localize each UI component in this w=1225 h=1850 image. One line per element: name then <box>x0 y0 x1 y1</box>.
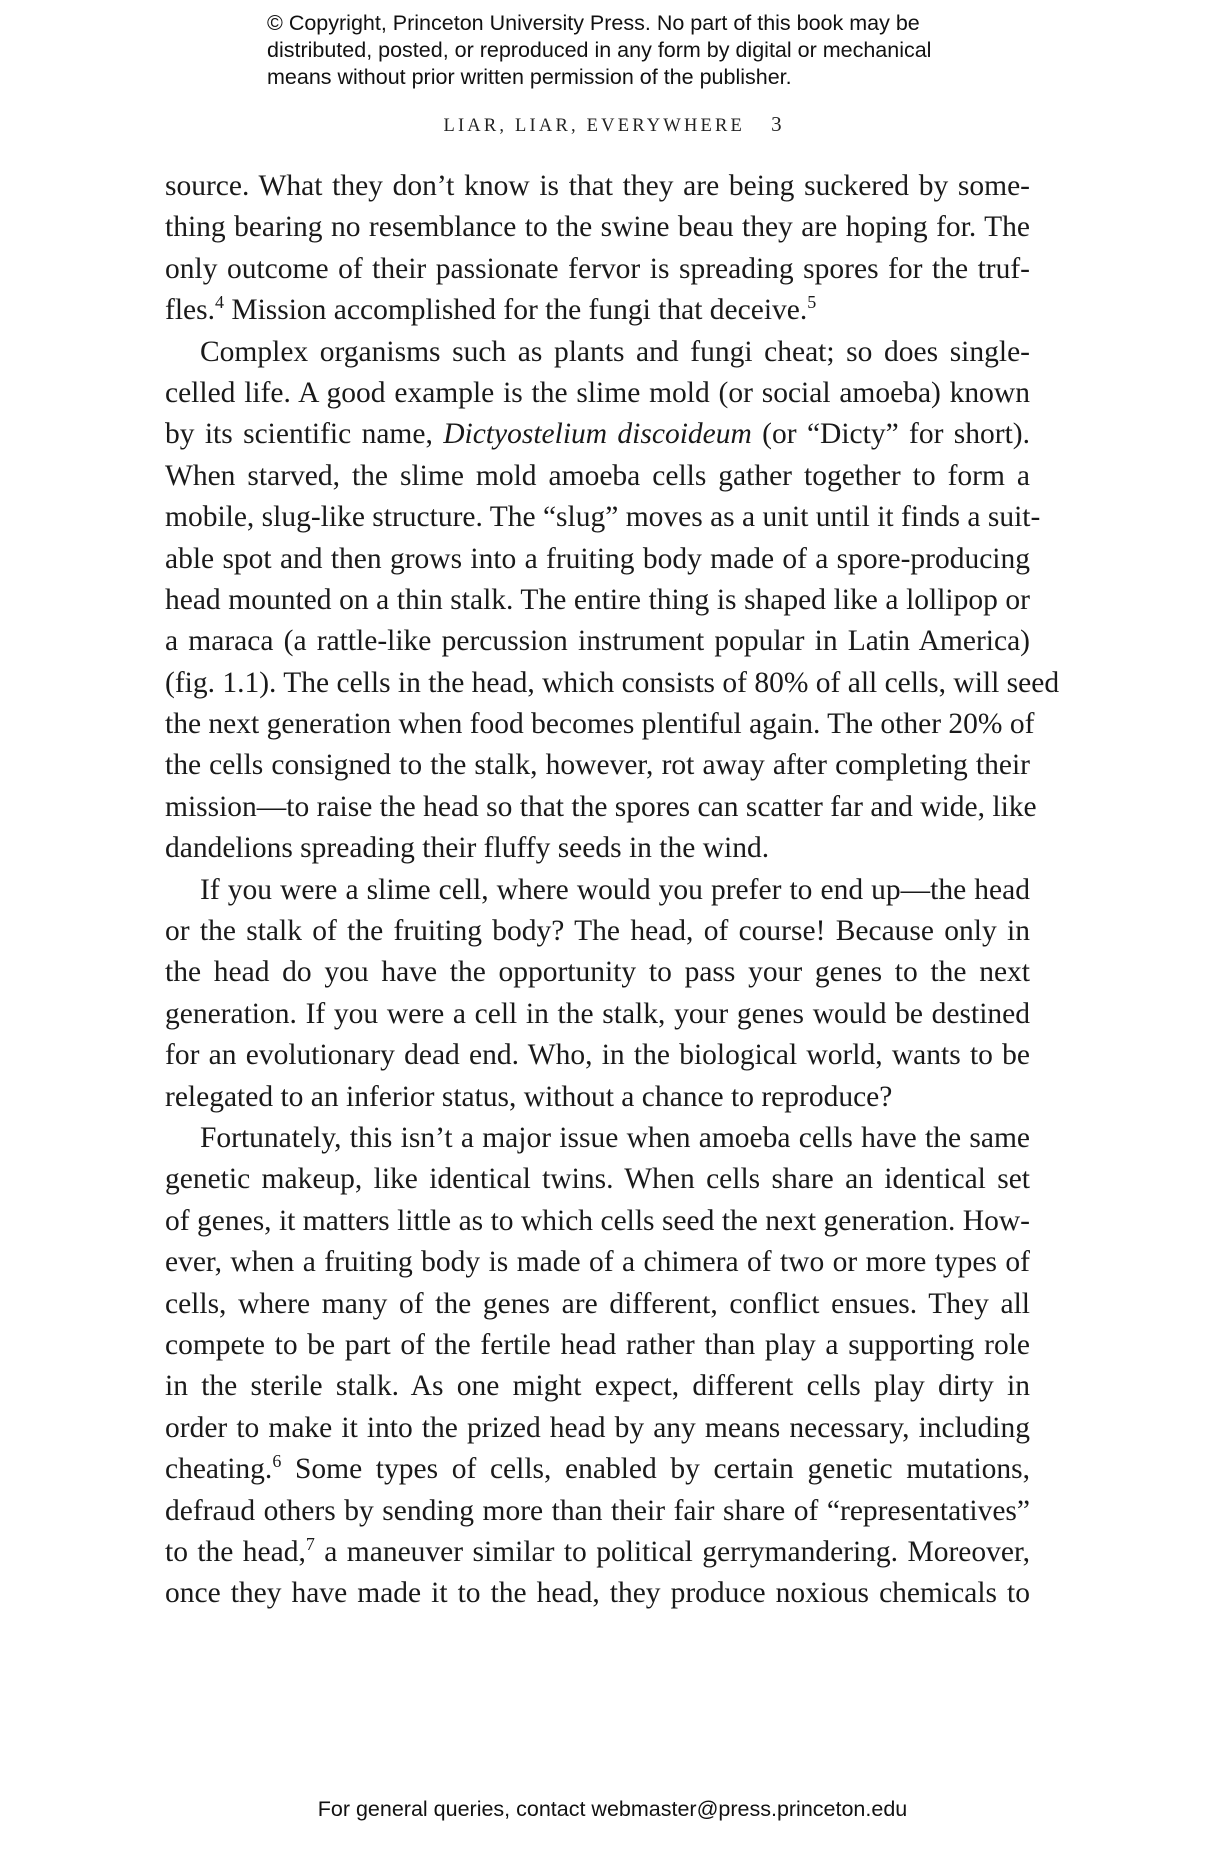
footnote-ref[interactable]: 7 <box>305 1533 315 1554</box>
body-text <box>165 166 1060 1615</box>
text-line: genetic makeup, like identical twins. When cells share an identical set <box>165 1163 1030 1196</box>
text-line: Complex organisms such as plants and fungi cheat; so does single- <box>200 335 1030 368</box>
text-line: mobile, slug-like structure. The “slug” moves as a unit until it finds a suit- <box>165 501 1041 534</box>
footer-contact: For general queries, contact webmaster@press.princeton.edu <box>317 1797 908 1821</box>
text-line: only outcome of their passionate fervor is spreading spores for the truf- <box>165 252 1030 285</box>
copyright-line: distributed, posted, or reproduced in any form by digital or mechanical <box>267 38 932 62</box>
text-line: once they have made it to the head, they produce noxious chemicals to <box>165 1577 1030 1610</box>
text-run: (or “Dicty” for short). <box>751 418 1030 451</box>
text-line <box>165 414 1030 455</box>
text-line: compete to be part of the fertile head rather than play a supporting role <box>165 1328 1030 1361</box>
running-head <box>0 112 1225 137</box>
text-line: If you were a slime cell, where would you prefer to end up—the head <box>200 873 1030 906</box>
text-run: Mission accomplished for the fungi that deceive. <box>223 294 808 327</box>
copyright-notice <box>267 10 1027 91</box>
text-line <box>165 290 1030 331</box>
text-line: Fortunately, this isn’t a major issue when amoeba cells have the same <box>200 1121 1030 1154</box>
text-run: by its scientific name, <box>165 418 444 451</box>
text-line: When starved, the slime mold amoeba cells gather together to form a <box>165 459 1030 492</box>
footnote-ref[interactable]: 6 <box>272 1451 282 1472</box>
text-line: cells, where many of the genes are different, conflict ensues. They all <box>165 1287 1030 1320</box>
text-line: celled life. A good example is the slime mold (or social amoeba) known <box>165 376 1030 409</box>
text-line: dandelions spreading their fluffy seeds in the wind. <box>165 832 770 865</box>
text-line: order to make it into the prized head by any means necessary, including <box>165 1411 1030 1444</box>
text-run: Some types of cells, enabled by certain genetic mutations, <box>281 1453 1030 1486</box>
text-line: ever, when a fruiting body is made of a chimera of two or more types of <box>165 1246 1030 1279</box>
text-line: head mounted on a thin stalk. The entire thing is shaped like a lollipop or <box>165 583 1030 616</box>
text-line: able spot and then grows into a fruiting body made of a spore-producing <box>165 542 1030 575</box>
text-line: (fig. 1.1). The cells in the head, which consists of 80% of all cells, will seed <box>165 666 1060 699</box>
chapter-title: LIAR, LIAR, EVERYWHERE <box>443 116 746 136</box>
text-run: a maneuver similar to political gerrymandering. Moreover, <box>314 1535 1030 1568</box>
copyright-line: © Copyright, Princeton University Press. No part of this book may be <box>267 11 920 35</box>
text-line: the head do you have the opportunity to pass your genes to the next <box>165 956 1030 989</box>
text-line: relegated to an inferior status, without a chance to reproduce? <box>165 1080 893 1113</box>
text-line: thing bearing no resemblance to the swine beau they are hoping for. The <box>165 211 1030 244</box>
text-run: to the head, <box>165 1535 306 1568</box>
scientific-name: Dictyostelium discoideum <box>443 418 752 451</box>
footnote-ref[interactable]: 4 <box>214 292 224 313</box>
text-line: source. What they don’t know is that they are being suckered by some- <box>165 170 1030 202</box>
text-line: of genes, it matters little as to which cells seed the next generation. How- <box>165 1204 1030 1237</box>
text-line: generation. If you were a cell in the stalk, your genes would be destined <box>165 997 1030 1030</box>
text-run: cheating. <box>165 1453 273 1486</box>
text-line: for an evolutionary dead end. Who, in the biological world, wants to be <box>165 1039 1030 1072</box>
text-line: defraud others by sending more than their fair share of “representatives” <box>165 1494 1030 1527</box>
text-line <box>165 1532 1030 1573</box>
text-line: the next generation when food becomes plentiful again. The other 20% of <box>165 708 1035 741</box>
text-line: a maraca (a rattle-like percussion instrument popular in Latin America) <box>165 625 1030 658</box>
footnote-ref[interactable]: 5 <box>807 292 817 313</box>
text-line: in the sterile stalk. As one might expect, different cells play dirty in <box>165 1370 1030 1403</box>
text-run: fles. <box>165 294 215 327</box>
text-line: the cells consigned to the stalk, however, rot away after completing their <box>165 749 1030 782</box>
copyright-line: means without prior written permission of the publisher. <box>267 65 792 89</box>
text-line: or the stalk of the fruiting body? The head, of course! Because only in <box>165 915 1030 948</box>
page-number: 3 <box>771 112 782 136</box>
text-line <box>165 1449 1030 1490</box>
text-line: mission—to raise the head so that the spores can scatter far and wide, like <box>165 790 1037 823</box>
